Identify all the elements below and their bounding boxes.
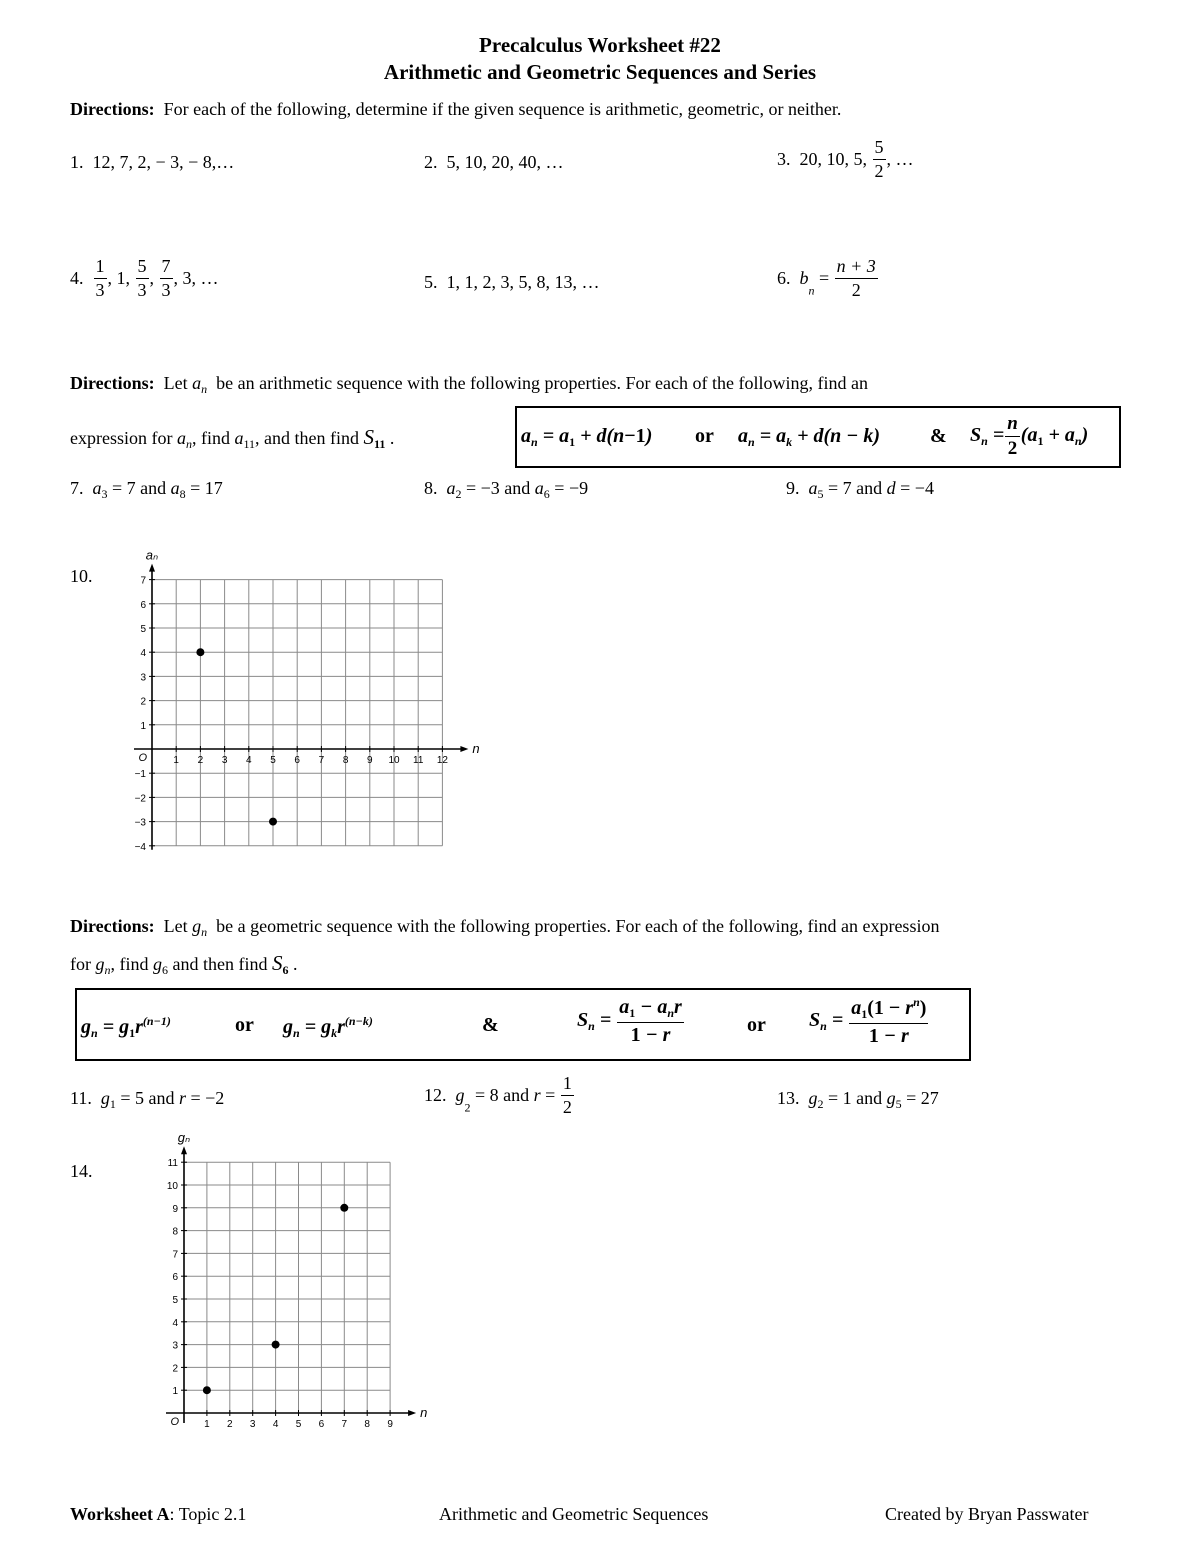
sequence-var: g: [95, 954, 105, 974]
subscript: 2: [817, 1097, 824, 1111]
sequence-part: ,: [149, 268, 159, 289]
directions-label: Directions:: [70, 373, 155, 393]
term-var: g: [100, 1088, 110, 1108]
directions-3-line1: [70, 917, 939, 938]
x-tick-label: 3: [249, 1419, 256, 1430]
numerator: n + 3: [835, 256, 878, 279]
x-tick-label: 6: [294, 755, 300, 766]
x-tick-label: 7: [318, 755, 325, 766]
numerator: 1: [94, 256, 107, 279]
geometric-graph: [120, 1120, 440, 1435]
data-point: [203, 1386, 211, 1394]
problem-sequence: 1, 1, 2, 3, 5, 8, 13, …: [446, 272, 600, 292]
directions-text: be an arithmetic sequence with the following properties. For each of the following, find an: [216, 373, 868, 393]
problem-number: 8.: [424, 478, 438, 498]
y-tick-label: 5: [172, 1295, 178, 1306]
y-tick-label: 3: [140, 672, 146, 684]
sequence-var: g: [192, 916, 202, 936]
problem-number: 2.: [424, 152, 438, 172]
arithmetic-formula-box: [515, 406, 1121, 468]
problem-8: [424, 479, 588, 500]
x-tick-label: 9: [367, 755, 373, 766]
worksheet-subtitle: Arithmetic and Geometric Sequences and Series: [383, 60, 817, 84]
problem-12: [424, 1073, 575, 1117]
arithmetic-graph: [120, 538, 490, 853]
x-tick-label: 9: [387, 1419, 393, 1430]
fraction: [94, 256, 107, 300]
y-tick-label: 6: [172, 1272, 178, 1284]
y-tick-label: 5: [140, 624, 146, 635]
x-tick-label: 5: [295, 1419, 302, 1430]
x-tick-label: 4: [272, 1419, 279, 1430]
condition: =: [540, 1085, 560, 1106]
condition: = −3 and: [461, 478, 535, 498]
formula-an-1: $a_n = a_1 + d(n-1)$: [521, 425, 653, 449]
condition: = −9: [549, 478, 589, 498]
directions-label: Directions:: [70, 916, 155, 936]
x-tick-label: 7: [341, 1419, 348, 1430]
x-tick-label: 12: [436, 755, 448, 766]
origin-label: O: [170, 1416, 179, 1428]
sum-var: S: [271, 951, 283, 975]
formula-an-k: $a_n = a_k + d(n - k)$: [738, 425, 881, 449]
denominator: 3: [137, 279, 147, 300]
directions-1: [70, 100, 841, 118]
problem-5: [424, 273, 600, 291]
condition: = 8 and: [470, 1085, 534, 1106]
problem-number: 7.: [70, 478, 84, 498]
x-tick-label: 8: [364, 1419, 370, 1430]
formula-sn: $S_n$ = $\frac{n}{2}$ $(a_1 + a_n)$: [970, 413, 1089, 459]
y-tick-label: 9: [172, 1203, 178, 1215]
problem-number: 12.: [424, 1085, 447, 1106]
denominator: 3: [95, 279, 105, 300]
subscript: 6: [162, 963, 168, 977]
directions-text: be a geometric sequence with the following properties. For each of the following, find an expression: [216, 916, 940, 936]
y-axis-label: gₙ: [177, 1130, 191, 1146]
ratio-var: r: [533, 1085, 541, 1106]
problem-14-number: 14.: [70, 1161, 93, 1181]
y-tick-label: 2: [172, 1363, 178, 1375]
term-var: a: [234, 428, 244, 448]
data-point: [340, 1204, 348, 1212]
x-tick-label: 11: [413, 755, 424, 766]
sequence-part: , 1,: [107, 268, 135, 289]
x-tick-label: 10: [388, 755, 400, 766]
x-tick-label: 2: [227, 1419, 233, 1430]
subscript: 6: [282, 963, 289, 977]
denominator: 3: [161, 279, 171, 300]
subscript: n: [808, 283, 815, 298]
y-tick-label: 6: [140, 599, 146, 611]
formula-amp: &: [482, 1014, 499, 1036]
directions-text: , find: [110, 954, 149, 974]
problem-sequence: 20, 10, 5,: [799, 149, 872, 170]
subscript: 5: [895, 1097, 902, 1111]
term-var: a: [92, 478, 102, 498]
condition: = 7 and: [823, 478, 887, 498]
x-tick-label: 8: [342, 755, 349, 766]
sequence-part: , 3, …: [173, 268, 219, 289]
problem-number: 1.: [70, 152, 84, 172]
y-tick-label: 1: [172, 1386, 178, 1398]
condition: = 27: [901, 1088, 939, 1108]
numerator: 1: [561, 1073, 574, 1096]
directions-text: and then find: [172, 954, 268, 974]
subscript: 2: [464, 1100, 471, 1115]
footer-center: Arithmetic and Geometric Sequences: [439, 1504, 709, 1524]
numerator: 7: [160, 256, 173, 279]
problem-sequence-end: , …: [886, 149, 914, 170]
equals: =: [814, 268, 834, 289]
data-point: [269, 818, 277, 826]
x-axis-arrow: [408, 1410, 416, 1416]
term-var: g: [808, 1088, 818, 1108]
x-axis-label: n: [420, 1405, 428, 1420]
fraction: [136, 256, 149, 300]
x-tick-label: 6: [318, 1419, 325, 1430]
x-tick-label: 5: [270, 755, 276, 766]
footer-worksheet-label: Worksheet A: [70, 1504, 170, 1524]
formula-or: or: [235, 1014, 254, 1036]
subscript: 8: [179, 487, 186, 501]
denominator: 2: [562, 1096, 572, 1117]
problem-9: [786, 479, 934, 500]
directions-text: , find: [191, 428, 230, 448]
directions-text: For each of the following, determine if the given sequence is arithmetic, geometric, or neither.: [163, 99, 842, 119]
sequence-name: b: [799, 268, 809, 289]
x-tick-label: 2: [197, 755, 204, 766]
term-var: a: [170, 478, 180, 498]
problem-11: [70, 1089, 224, 1110]
problem-number: 3.: [777, 149, 791, 170]
problem-number: 11.: [70, 1088, 92, 1108]
formula-or-2: or: [747, 1014, 766, 1036]
y-tick-label: 1: [140, 720, 146, 732]
data-point: [196, 648, 204, 656]
y-tick-label: 3: [172, 1340, 178, 1352]
directions-3-line2: for $g_n$, find $g_6$ and then find $S_6$ .: [70, 951, 298, 977]
problem-4: [70, 256, 219, 300]
formula-or: or: [695, 425, 714, 447]
y-tick-label: 4: [172, 1317, 178, 1329]
term-var: g: [886, 1088, 896, 1108]
directions-text: Let: [163, 916, 188, 936]
x-tick-label: 3: [221, 755, 228, 766]
problem-13: [777, 1089, 939, 1110]
term-var: g: [153, 954, 162, 974]
directions-2-line1: [70, 374, 868, 395]
subscript: n: [201, 925, 208, 939]
y-axis-arrow: [181, 1146, 187, 1154]
problem-number: 9.: [786, 478, 800, 498]
y-tick-label: 7: [172, 1249, 178, 1261]
y-tick-label: 11: [167, 1158, 178, 1170]
y-tick-label: 2: [140, 696, 146, 708]
condition: = −2: [186, 1088, 225, 1108]
y-tick-label: 7: [140, 575, 146, 587]
y-tick-label: 8: [172, 1226, 178, 1238]
numerator: 5: [136, 256, 149, 279]
subscript: 5: [817, 487, 824, 501]
footer-topic: : Topic 2.1: [169, 1504, 247, 1524]
formula-sn-2: $S_n$ = $\frac{a_1(1 - r^n)}{1 - r}$: [809, 995, 927, 1047]
denominator: 2: [874, 160, 884, 181]
subscript: 11: [243, 437, 256, 451]
problem-2: [424, 153, 564, 171]
y-tick-label: 4: [140, 648, 146, 660]
problem-number: 6.: [777, 268, 791, 289]
problem-10-number: 10.: [70, 566, 93, 586]
directions-2-line2: expression for $a_n$, find $a_{11}$, and then find $S_{11}$ .: [70, 425, 395, 451]
subscript: 2: [455, 487, 462, 501]
y-tick-label: 10: [166, 1181, 178, 1192]
term-var: a: [534, 478, 544, 498]
condition: = 7 and: [107, 478, 171, 498]
ratio-var: r: [178, 1088, 186, 1108]
y-tick-label: −4: [134, 841, 146, 853]
subscript: 3: [101, 487, 108, 501]
x-axis-arrow: [460, 746, 468, 752]
condition: = 1 and: [823, 1088, 887, 1108]
problem-6: [777, 256, 879, 300]
denominator: 2: [851, 279, 861, 300]
directions-text: Let: [163, 373, 188, 393]
sequence-var: a: [176, 428, 186, 448]
subscript: 6: [543, 487, 550, 501]
geometric-formula-box: [75, 988, 971, 1061]
term-var: a: [446, 478, 456, 498]
problem-3: [777, 137, 914, 181]
x-tick-label: 4: [246, 755, 252, 766]
origin-label: O: [138, 752, 147, 764]
problem-number: 13.: [777, 1088, 800, 1108]
sequence-var: a: [192, 373, 202, 393]
formula-gn-k: $g_n = g_kr^{(n-k)}$: [283, 1014, 373, 1040]
condition: = 17: [185, 478, 223, 498]
fraction: [561, 1073, 574, 1117]
sum-var: S: [363, 425, 375, 449]
term-var: g: [455, 1085, 465, 1106]
directions-text: for: [70, 954, 91, 974]
y-tick-label: −1: [134, 769, 146, 781]
y-tick-label: −2: [134, 793, 146, 805]
x-tick-label: 1: [173, 755, 179, 766]
x-tick-label: 1: [204, 1419, 210, 1430]
problem-number: 5.: [424, 272, 438, 292]
formula-amp: &: [930, 425, 947, 447]
fraction: [835, 256, 878, 300]
term-var: d: [886, 478, 896, 498]
problem-7: [70, 479, 223, 500]
subscript: n: [201, 382, 208, 396]
directions-label: Directions:: [70, 99, 155, 119]
problem-sequence: 5, 10, 20, 40, …: [446, 152, 564, 172]
formula-sn-1: $S_n$ = $\frac{a_1 - a_nr}{1 - r}$: [577, 996, 682, 1046]
footer-right: Created by Bryan Passwater: [885, 1504, 1089, 1524]
directions-text: expression for: [70, 428, 173, 448]
condition: = 5 and: [115, 1088, 179, 1108]
problem-1: [70, 153, 234, 171]
subscript: 1: [109, 1097, 116, 1111]
y-axis-label: aₙ: [145, 547, 159, 563]
subscript: n: [104, 963, 111, 977]
worksheet-title: Precalculus Worksheet #22: [479, 33, 721, 57]
footer-left: [70, 1505, 246, 1523]
data-point: [272, 1341, 280, 1349]
x-axis-label: n: [472, 741, 480, 756]
subscript: n: [185, 437, 192, 451]
term-var: a: [808, 478, 818, 498]
formula-gn-1: $g_n = g_1r^{(n-1)}$: [81, 1014, 171, 1040]
y-tick-label: −3: [134, 817, 146, 829]
problem-number: 4.: [70, 268, 84, 289]
condition: = −4: [895, 478, 934, 498]
directions-text: , and then find: [255, 428, 360, 448]
subscript: 11: [374, 437, 386, 451]
y-axis-arrow: [149, 564, 155, 572]
numerator: 5: [873, 137, 886, 160]
problem-sequence: 12, 7, 2, − 3, − 8,…: [92, 152, 235, 172]
fraction: [160, 256, 173, 300]
fraction: [873, 137, 886, 181]
